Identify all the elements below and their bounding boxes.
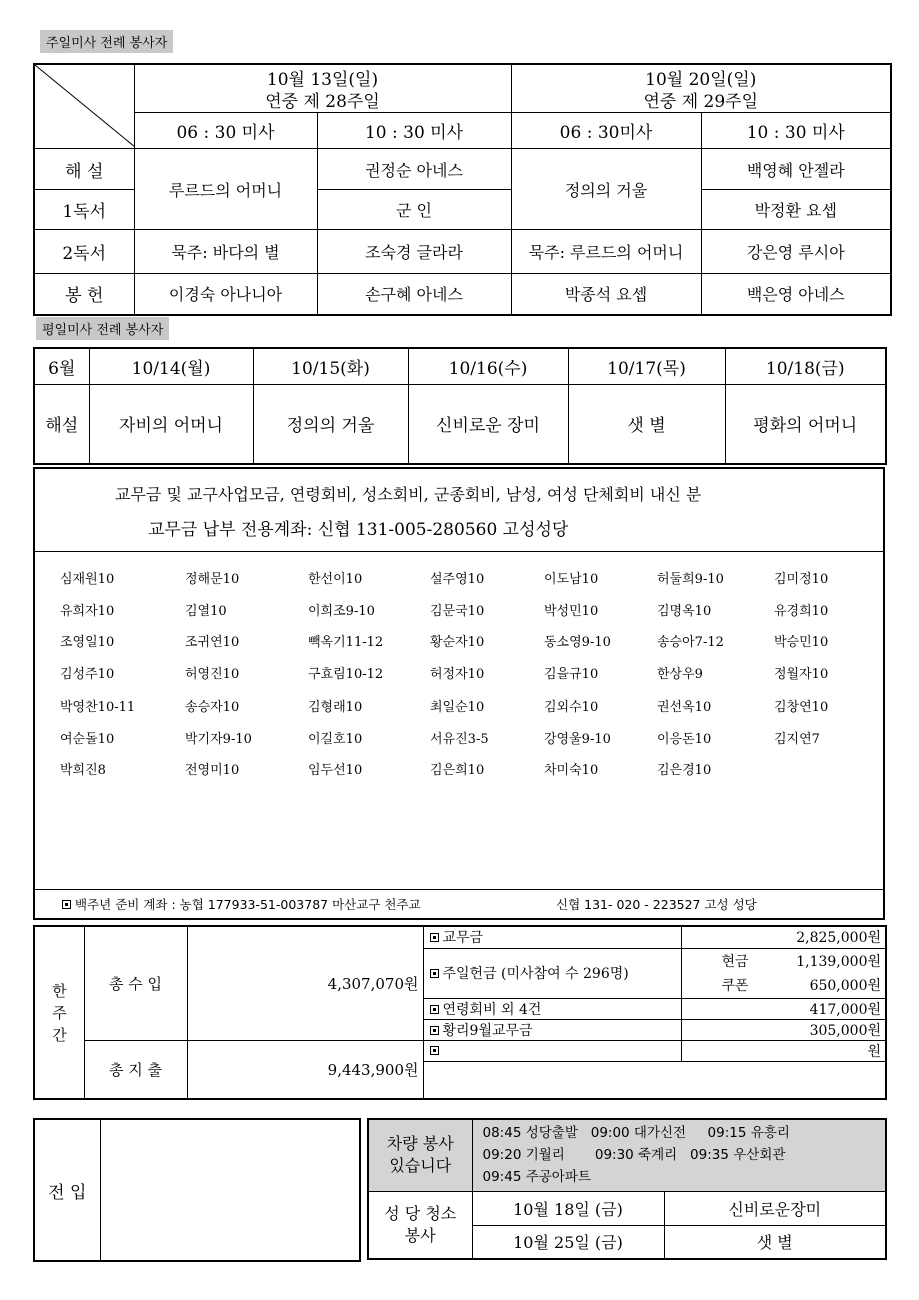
checkbox-icon	[430, 933, 439, 942]
donor-entry: 최일순10	[430, 700, 485, 715]
donor-entry: 강영울9-10	[544, 731, 611, 747]
donor-entry: 빽옥기11-12	[308, 635, 384, 650]
role-label: 2독서	[34, 230, 134, 274]
item-name: 연령회비 외 4건	[423, 998, 681, 1019]
reading2-cell: 조숙경 글라라	[317, 230, 511, 274]
cleaning-date: 10월 25일 (금)	[472, 1225, 664, 1259]
donor-entry: 박승민10	[774, 635, 829, 650]
mass-time: 06 : 30 미사	[134, 113, 317, 149]
week-2-header: 10월 20일(일) 연중 제 29주일	[511, 64, 891, 113]
checkbox-icon	[430, 1005, 439, 1014]
donor-entry: 이길호10	[308, 731, 363, 747]
cleaning-group: 신비로운장미	[664, 1191, 886, 1225]
offering-cell: 이경숙 아나니아	[134, 274, 317, 315]
donor-entry: 황순자10	[430, 635, 485, 650]
cleaning-group: 샛 별	[664, 1225, 886, 1259]
donor-entry: 전영미10	[185, 763, 240, 778]
item-amount: 305,000원	[681, 1019, 886, 1040]
expense-label: 총 지 출	[84, 1040, 187, 1099]
checkbox-icon	[430, 969, 439, 978]
donor-entry: 이응돈10	[657, 731, 712, 747]
checkbox-icon	[62, 900, 71, 909]
donor-entry: 이희조9-10	[308, 603, 375, 619]
vehicle-label: 차량 봉사 있습니다	[368, 1119, 472, 1191]
weekday-commentator: 자비의 어머니	[89, 384, 253, 464]
donor-entry: 임두선10	[308, 763, 363, 778]
role-label: 해설	[34, 384, 89, 464]
cleaning-label: 성 당 청소 봉사	[368, 1191, 472, 1259]
donor-entry: 송승자10	[185, 700, 240, 715]
donor-entry: 송승아7-12	[657, 635, 724, 650]
centennial-account-2: 신협 131- 020 - 223527 고성 성당	[556, 897, 757, 912]
income-total: 4,307,070원	[187, 926, 423, 1040]
service-table	[367, 1118, 887, 1260]
reading2-cell: 묵주: 바다의 별	[134, 230, 317, 274]
item-amount: 원	[681, 1040, 886, 1061]
weekday-commentator: 정의의 거울	[253, 384, 408, 464]
item-amount-split: 현금 1,139,000원 쿠폰 650,000원	[681, 948, 886, 998]
donor-entry: 김열10	[185, 603, 227, 619]
donor-entry: 박기자9-10	[185, 731, 252, 747]
offering-cell: 백은영 아네스	[701, 274, 891, 315]
donor-entry: 동소영9-10	[544, 635, 611, 650]
donor-entry: 허정자10	[430, 666, 485, 682]
donor-entry: 유경희10	[774, 603, 829, 619]
donor-entry: 차미숙10	[544, 763, 599, 778]
month-cell: 6월	[34, 348, 89, 384]
checkbox-icon	[430, 1026, 439, 1035]
finance-table	[33, 925, 887, 1100]
donor-entry: 김명옥10	[657, 603, 712, 619]
weekday-section-label: 평일미사 전례 봉사자	[36, 317, 169, 340]
offering-cell: 손구혜 아네스	[317, 274, 511, 315]
expense-total: 9,443,900원	[187, 1040, 423, 1099]
donation-heading: 교무금 및 교구사업모금, 연령회비, 성소회비, 군종회비, 남성, 여성 단체회비 내신 분	[115, 485, 702, 504]
divider	[35, 889, 883, 890]
item-name: 교무금	[423, 926, 681, 948]
item-name: 황리9월교무금	[423, 1019, 681, 1040]
role-label: 봉 헌	[34, 274, 134, 315]
weekday-table	[33, 347, 887, 465]
reading1-cell: 박정환 요셉	[701, 190, 891, 230]
role-label: 1독서	[34, 190, 134, 230]
donor-entry: 한선이10	[308, 572, 363, 587]
donor-entry: 김을규10	[544, 666, 599, 682]
weekday-commentator: 평화의 어머니	[725, 384, 886, 464]
weekday-date: 10/15(화)	[253, 348, 408, 384]
donor-entry: 권선옥10	[657, 700, 712, 715]
donor-entry: 조귀연10	[185, 635, 240, 650]
commentary-cell: 루르드의 어머니	[134, 149, 317, 230]
donor-entry: 구효림10-12	[308, 666, 384, 682]
item-name	[423, 1040, 681, 1061]
weekday-commentator: 신비로운 장미	[408, 384, 568, 464]
weekday-commentator: 샛 별	[568, 384, 725, 464]
weekday-date: 10/18(금)	[725, 348, 886, 384]
role-label: 해 설	[34, 149, 134, 190]
transfer-in-label: 전 입	[34, 1119, 100, 1261]
donor-entry: 박성민10	[544, 603, 599, 619]
item-amount: 2,825,000원	[681, 926, 886, 948]
mass-time: 10 : 30 미사	[317, 113, 511, 149]
week-1-header: 10월 13일(일) 연중 제 28주일	[134, 64, 511, 113]
donor-entry: 여순돌10	[60, 731, 115, 747]
sunday-section-label: 주일미사 전례 봉사자	[40, 30, 173, 53]
transfer-in-table	[33, 1118, 361, 1262]
cleaning-date: 10월 18일 (금)	[472, 1191, 664, 1225]
mass-time: 10 : 30 미사	[701, 113, 891, 149]
donor-entry: 김형래10	[308, 700, 363, 715]
empty-cell	[423, 1061, 886, 1099]
donor-entry: 서유진3-5	[430, 731, 489, 747]
commentary-cell: 권정순 아네스	[317, 149, 511, 190]
reading1-cell: 군 인	[317, 190, 511, 230]
period-label: 한 주 간	[34, 926, 84, 1099]
donor-entry: 김문국10	[430, 603, 485, 619]
donor-entry: 조영일10	[60, 635, 115, 650]
weekday-date: 10/17(목)	[568, 348, 725, 384]
offering-cell: 박종석 요셉	[511, 274, 701, 315]
centennial-account: 백주년 준비 계좌 : 농협 177933-51-003787 마산교구 천주교	[62, 895, 421, 913]
transfer-in-content	[100, 1119, 360, 1261]
donor-entry: 박희진8	[60, 763, 106, 778]
reading2-cell: 묵주: 루르드의 어머니	[511, 230, 701, 274]
donor-entry: 김외수10	[544, 700, 599, 715]
donor-entry: 김미정10	[774, 572, 829, 587]
donor-entry: 설주영10	[430, 572, 485, 587]
corner-cell	[34, 64, 134, 149]
donor-entry: 유희자10	[60, 603, 115, 619]
commentary-cell: 정의의 거울	[511, 149, 701, 230]
donor-entry: 허영진10	[185, 666, 240, 682]
donor-entry: 박영찬10-11	[60, 700, 136, 715]
reading2-cell: 강은영 루시아	[701, 230, 891, 274]
diagonal-line-icon	[35, 65, 135, 147]
donor-entry: 이도남10	[544, 572, 599, 587]
donor-entry: 김은희10	[430, 763, 485, 778]
income-label: 총 수 입	[84, 926, 187, 1040]
item-name: 주일헌금 (미사참여 수 296명)	[423, 948, 681, 998]
donor-entry: 한상우9	[657, 666, 703, 682]
item-amount: 417,000원	[681, 998, 886, 1019]
donor-entry: 허둘희9-10	[657, 572, 724, 587]
donor-entry: 김지연7	[774, 731, 820, 747]
donor-entry: 정해문10	[185, 572, 240, 587]
vehicle-schedule: 08:45 성당출발 09:00 대가신전 09:15 유흥리 09:20 기월리 09:30 죽계리 09:35 우산회관 09:45 주공아파트	[472, 1119, 886, 1191]
divider	[35, 551, 883, 552]
mass-time: 06 : 30미사	[511, 113, 701, 149]
donor-entry: 김은경10	[657, 763, 712, 778]
sunday-table	[33, 63, 892, 316]
donor-entry: 김창연10	[774, 700, 829, 715]
checkbox-icon	[430, 1046, 439, 1055]
donor-entry: 심재원10	[60, 572, 115, 587]
weekday-date: 10/14(월)	[89, 348, 253, 384]
weekday-date: 10/16(수)	[408, 348, 568, 384]
donor-entry: 정월자10	[774, 666, 829, 682]
donation-account: 교무금 납부 전용계좌: 신협 131-005-280560 고성성당	[148, 520, 569, 540]
commentary-cell: 백영혜 안젤라	[701, 149, 891, 190]
donor-entry: 김성주10	[60, 666, 115, 682]
